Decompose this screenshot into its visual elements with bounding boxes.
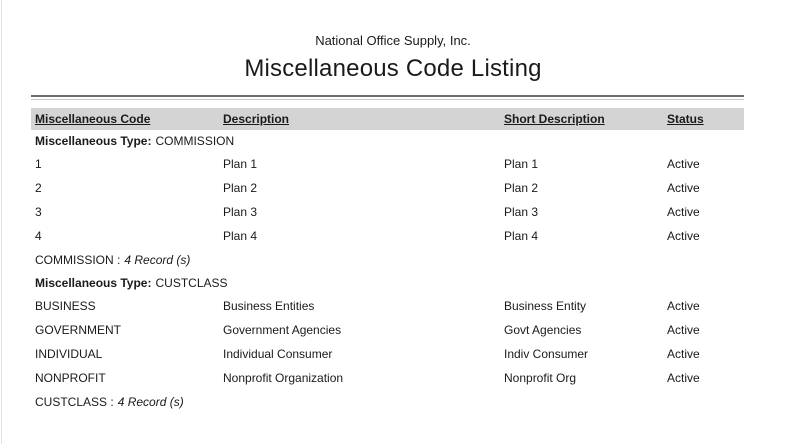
column-header-miscellaneous-code: Miscellaneous Code	[35, 112, 151, 126]
cell-short-description: Govt Agencies	[504, 323, 582, 337]
code-listing-table	[31, 95, 744, 414]
group-type-label: Miscellaneous Type:	[35, 134, 152, 148]
cell-short-description: Plan 3	[504, 205, 539, 219]
cell-status: Active	[667, 323, 700, 337]
cell-status: Active	[667, 157, 700, 171]
column-header-short-description: Short Description	[504, 112, 605, 126]
cell-description: Plan 2	[223, 181, 258, 195]
page-title: Miscellaneous Code Listing	[244, 55, 542, 82]
group-header-row	[31, 130, 744, 152]
cell-status: Active	[667, 205, 700, 219]
cell-description: Business Entities	[223, 299, 315, 313]
cell-short-description: Nonprofit Org	[504, 371, 577, 385]
cell-miscellaneous-code: 2	[35, 181, 42, 195]
table-row	[31, 342, 744, 366]
cell-short-description: Plan 1	[504, 157, 539, 171]
column-header-status: Status	[667, 112, 704, 126]
group-type-value: CUSTCLASS	[155, 276, 228, 290]
table-row	[31, 366, 744, 390]
cell-short-description: Indiv Consumer	[504, 347, 589, 361]
cell-status: Active	[667, 229, 700, 243]
table-row	[31, 152, 744, 176]
cell-status: Active	[667, 299, 700, 313]
cell-miscellaneous-code: INDIVIDUAL	[35, 347, 103, 361]
cell-description: Plan 4	[223, 229, 258, 243]
cell-status: Active	[667, 347, 700, 361]
cell-description: Individual Consumer	[223, 347, 333, 361]
cell-miscellaneous-code: BUSINESS	[35, 299, 96, 313]
cell-description: Nonprofit Organization	[223, 371, 344, 385]
page-edge-line	[1, 0, 2, 444]
cell-status: Active	[667, 371, 700, 385]
group-type-value: COMMISSION	[155, 134, 235, 148]
cell-short-description: Business Entity	[504, 299, 587, 313]
table-body	[31, 130, 744, 414]
report-header	[0, 0, 786, 83]
cell-description: Plan 3	[223, 205, 258, 219]
cell-description: Government Agencies	[223, 323, 342, 337]
table-row	[31, 200, 744, 224]
group-type-label: Miscellaneous Type:	[35, 276, 152, 290]
group-footer-record-count: 4 Record (s)	[124, 253, 191, 267]
cell-miscellaneous-code: 3	[35, 205, 42, 219]
column-header-description: Description	[223, 112, 290, 126]
group-footer-row	[31, 390, 744, 414]
cell-status: Active	[667, 181, 700, 195]
group-footer-name: COMMISSION :	[35, 253, 121, 267]
table-header-row	[31, 108, 744, 130]
group-header-row	[31, 272, 744, 294]
cell-short-description: Plan 4	[504, 229, 539, 243]
header-double-rule	[31, 95, 744, 100]
cell-miscellaneous-code: 1	[35, 157, 42, 171]
cell-short-description: Plan 2	[504, 181, 539, 195]
group-footer-record-count: 4 Record (s)	[117, 395, 184, 409]
cell-miscellaneous-code: 4	[35, 229, 42, 243]
table-row	[31, 318, 744, 342]
table-row	[31, 176, 744, 200]
cell-description: Plan 1	[223, 157, 258, 171]
company-name: National Office Supply, Inc.	[315, 33, 471, 48]
group-footer-name: CUSTCLASS :	[35, 395, 114, 409]
cell-miscellaneous-code: GOVERNMENT	[35, 323, 122, 337]
cell-miscellaneous-code: NONPROFIT	[35, 371, 106, 385]
group-footer-row	[31, 248, 744, 272]
table-row	[31, 294, 744, 318]
table-row	[31, 224, 744, 248]
